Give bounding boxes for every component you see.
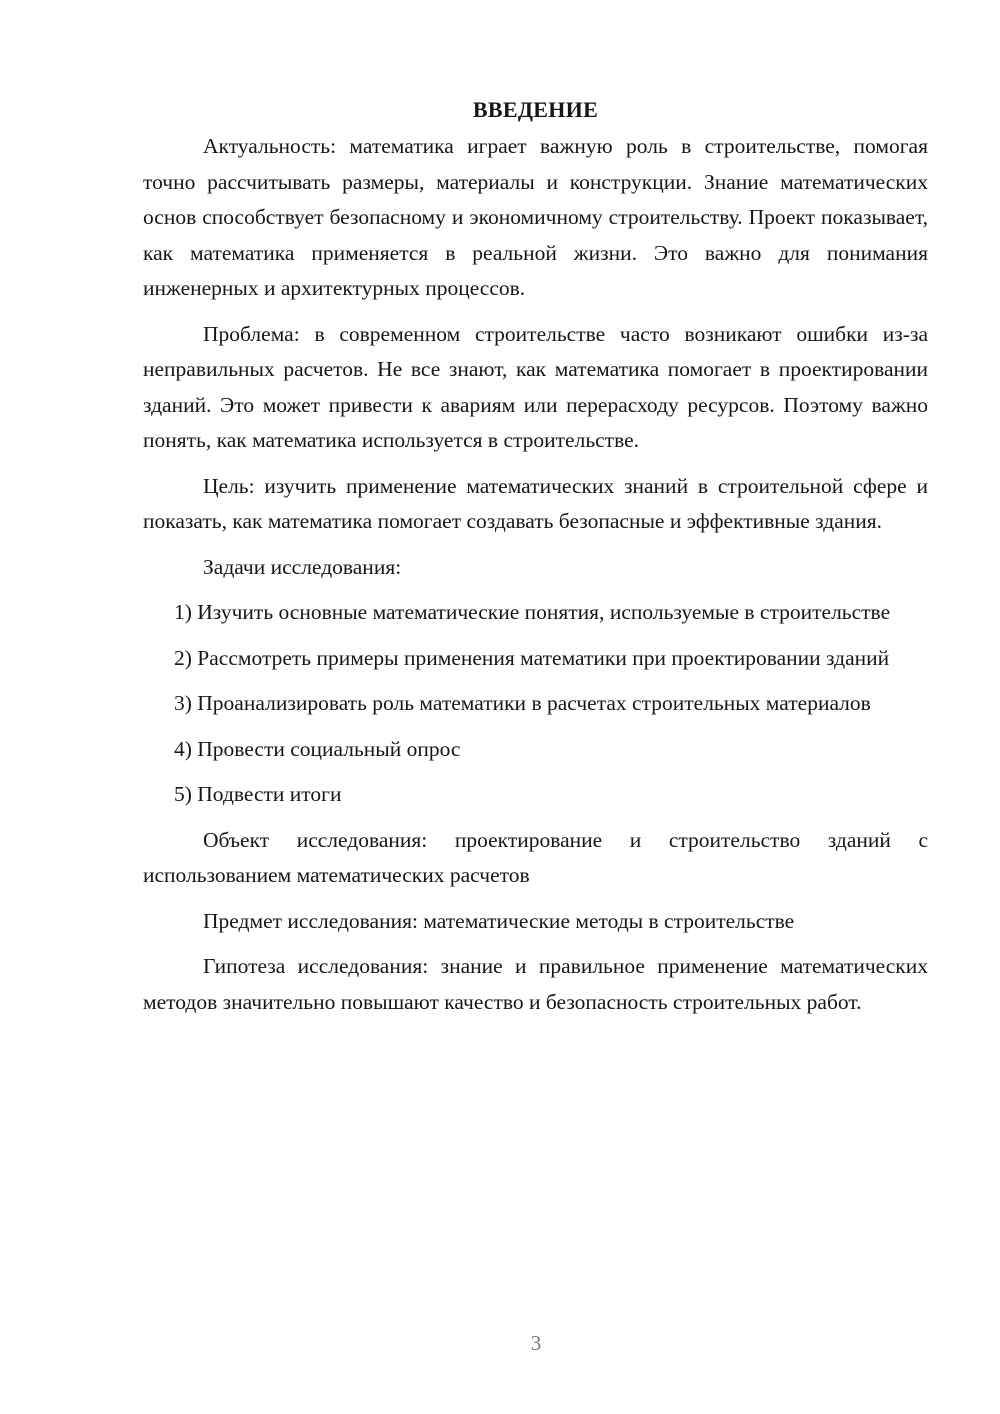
page-number: 3 bbox=[530, 1331, 542, 1355]
hypothesis-paragraph: Гипотеза исследования: знание и правильное применение математических методов значительно повышают качество и безопасность строительных работ. bbox=[143, 954, 928, 1014]
task-item-1: 1) Изучить основные математические понятия, используемые в строительстве bbox=[174, 600, 891, 624]
task-item-4: 4) Провести социальный опрос bbox=[174, 736, 461, 761]
object-paragraph: Объект исследования: проектирование и строительство зданий с использованием математических расчетов bbox=[143, 827, 928, 887]
task-item-5: 5) Подвести итоги bbox=[174, 782, 342, 806]
subject-paragraph: Предмет исследования: математические методы в строительстве bbox=[203, 908, 795, 933]
document-page bbox=[143, 92, 928, 1030]
section-title: ВВЕДЕНИЕ bbox=[472, 97, 599, 122]
task-item-3: 3) Проанализировать роль математики в расчетах строительных материалов bbox=[174, 691, 871, 715]
problem-paragraph: Проблема: в современном строительстве часто возникают ошибки из-за неправильных расчетов. Не все знают, как математика помогает в проектировании зданий. Это может привести к авариям или перерасходу ресурсов. Поэтому важно понять, как математика используется в строительстве. bbox=[143, 321, 928, 452]
tasks-heading: Задачи исследования: bbox=[203, 554, 402, 579]
task-item-2: 2) Рассмотреть примеры применения математики при проектировании зданий bbox=[174, 645, 890, 670]
relevance-paragraph: Актуальность: математика играет важную роль в строительстве, помогая точно рассчитывать размеры, материалы и конструкции. Знание математических основ способствует безопасному и экономичному строительству. Проект показывает, как математика применяется в реальной жизни. Это важно для понимания инженерных и архитектурных процессов. bbox=[143, 134, 928, 300]
goal-paragraph: Цель: изучить применение математических знаний в строительной сфере и показать, как математика помогает создавать безопасные и эффективные здания. bbox=[143, 473, 928, 533]
